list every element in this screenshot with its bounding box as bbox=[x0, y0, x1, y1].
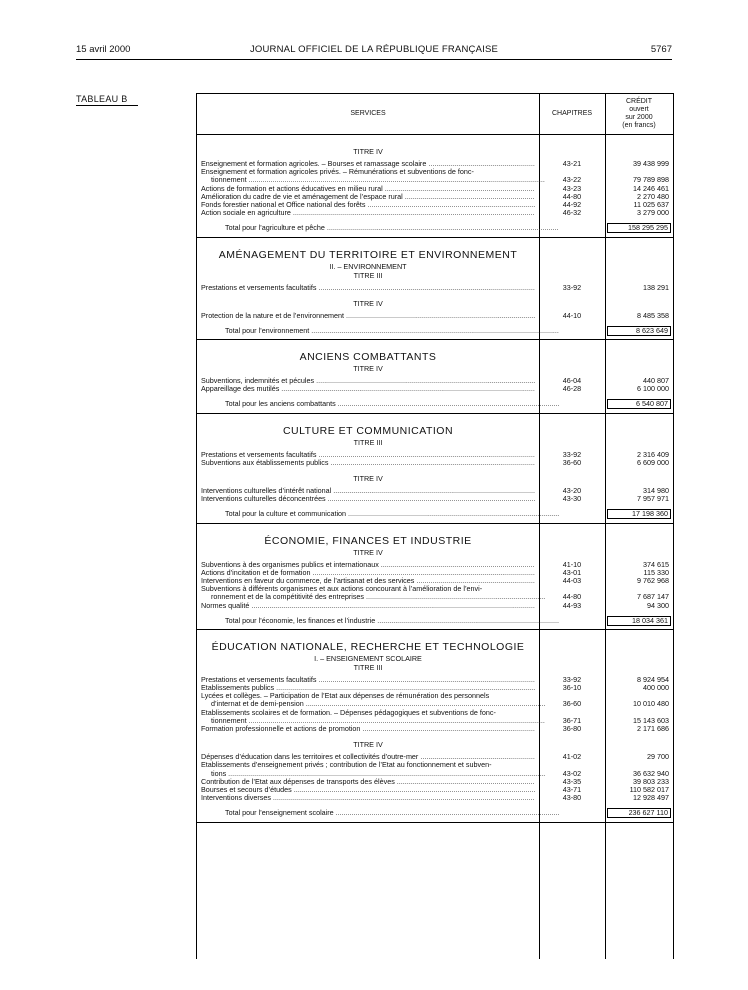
row-amount: 440 807 bbox=[643, 376, 669, 386]
row-label: Action sociale en agriculture ..... bbox=[201, 209, 535, 217]
credit-line: sur 2000 bbox=[625, 114, 653, 121]
row-amount: 115 330 bbox=[643, 567, 669, 577]
total-amount: 236 627 110 bbox=[607, 808, 671, 818]
table-row bbox=[197, 684, 673, 692]
table-row bbox=[197, 459, 673, 467]
titre-heading: TITRE IV bbox=[353, 364, 383, 374]
table-body bbox=[197, 147, 673, 826]
row-amount: 400 000 bbox=[643, 683, 669, 693]
row-label: tions ..... bbox=[211, 770, 545, 778]
row-label: Subventions, indemnités et pécules ..... bbox=[201, 377, 535, 385]
row-chapitre: 41-10 bbox=[562, 559, 582, 569]
header-date: 15 avril 2000 bbox=[76, 44, 131, 55]
row-amount: 2 171 686 bbox=[637, 724, 669, 733]
table-row bbox=[197, 794, 673, 802]
row-amount: 110 582 017 bbox=[629, 784, 669, 794]
row-chapitre: 33-92 bbox=[562, 449, 582, 459]
row-label: Interventions en faveur du commerce, de l’artisanat et des services ..... bbox=[201, 577, 535, 585]
column-header-chapitres: CHAPITRES bbox=[551, 110, 593, 117]
row-amount: 14 246 461 bbox=[633, 183, 669, 193]
row-label: tionnement ..... bbox=[211, 176, 545, 184]
spacer bbox=[197, 802, 673, 809]
header-rule bbox=[76, 59, 672, 60]
table-row bbox=[197, 487, 673, 495]
table-row bbox=[197, 185, 673, 193]
table-row bbox=[197, 201, 673, 209]
spacer bbox=[197, 320, 673, 327]
row-chapitre: 36-71 bbox=[562, 715, 582, 725]
table-row bbox=[197, 585, 673, 593]
row-label: Etablissements d’enseignement privés ; contribution de l’Etat au fonctionnement et subven- bbox=[201, 761, 492, 770]
table-row bbox=[197, 377, 673, 385]
table-row bbox=[197, 168, 673, 176]
spacer bbox=[197, 343, 673, 350]
total-row bbox=[197, 510, 673, 518]
total-label: Total pour l’économie, les finances et l’industrie ..... bbox=[225, 617, 559, 625]
table-row bbox=[197, 761, 673, 769]
table-row bbox=[197, 176, 673, 184]
table-row bbox=[197, 569, 673, 577]
row-label: Prestations et versements facultatifs ..... bbox=[201, 284, 535, 292]
spacer bbox=[197, 467, 673, 474]
row-label: tionnement ..... bbox=[211, 717, 545, 725]
row-chapitre: 44-93 bbox=[562, 600, 582, 610]
section-title: ANCIENS COMBATTANTS bbox=[299, 351, 437, 364]
total-amount: 18 034 361 bbox=[607, 616, 671, 626]
row-chapitre: 36-60 bbox=[562, 699, 582, 709]
titre-heading: TITRE IV bbox=[353, 147, 383, 156]
titre-heading: TITRE IV bbox=[353, 298, 383, 308]
row-amount: 79 789 898 bbox=[633, 175, 669, 185]
spacer bbox=[197, 417, 673, 424]
table-row bbox=[197, 717, 673, 725]
spacer bbox=[197, 633, 673, 640]
spacer bbox=[197, 503, 673, 510]
spacer bbox=[197, 241, 673, 248]
row-amount: 6 609 000 bbox=[637, 457, 669, 467]
titre-heading: TITRE III bbox=[353, 437, 383, 447]
section-rule bbox=[197, 629, 673, 630]
row-chapitre: 44-80 bbox=[562, 191, 582, 201]
row-label: Protection de la nature et de l’environnement ..... bbox=[201, 312, 535, 320]
table-row bbox=[197, 692, 673, 700]
row-amount: 138 291 bbox=[643, 282, 669, 292]
row-amount: 374 615 bbox=[643, 559, 669, 569]
table-row bbox=[197, 709, 673, 717]
section-title: CULTURE ET COMMUNICATION bbox=[282, 424, 454, 437]
row-chapitre: 44-03 bbox=[562, 575, 582, 585]
page-header bbox=[76, 44, 672, 56]
row-chapitre: 43-20 bbox=[562, 486, 582, 495]
row-chapitre: 43-02 bbox=[562, 768, 582, 778]
table-row bbox=[197, 725, 673, 733]
row-chapitre: 43-01 bbox=[562, 567, 582, 577]
table-row bbox=[197, 385, 673, 393]
spacer bbox=[197, 733, 673, 740]
spacer bbox=[197, 292, 673, 299]
row-chapitre: 43-23 bbox=[562, 183, 582, 193]
row-amount: 11 025 637 bbox=[633, 199, 669, 209]
row-amount: 36 632 940 bbox=[633, 768, 669, 778]
table-row bbox=[197, 193, 673, 201]
total-label: Total pour l’environnement ..... bbox=[225, 327, 559, 335]
row-chapitre: 43-80 bbox=[562, 793, 582, 803]
row-label: Fonds forestier national et Office national des forêts ..... bbox=[201, 201, 535, 209]
row-label: Interventions culturelles déconcentrées ..... bbox=[201, 495, 535, 503]
table-row bbox=[197, 160, 673, 168]
titre-heading: TITRE IV bbox=[353, 474, 383, 483]
titre-heading: TITRE III bbox=[353, 270, 383, 280]
row-chapitre: 46-28 bbox=[562, 384, 582, 394]
row-label: Interventions culturelles d’intérêt national ..... bbox=[201, 487, 535, 495]
total-amount: 6 540 807 bbox=[607, 399, 671, 409]
total-label: Total pour l’enseignement scolaire ..... bbox=[225, 809, 559, 817]
row-label: Bourses et secours d’études ..... bbox=[201, 786, 535, 794]
row-chapitre: 33-92 bbox=[562, 282, 582, 292]
table-row bbox=[197, 451, 673, 459]
table-row bbox=[197, 786, 673, 794]
column-header-services: SERVICES bbox=[350, 110, 386, 117]
section-subtitle: I. – ENSEIGNEMENT SCOLAIRE bbox=[314, 653, 422, 663]
table-row bbox=[197, 602, 673, 610]
row-amount: 8 485 358 bbox=[637, 310, 669, 320]
spacer bbox=[197, 393, 673, 400]
row-label: Etablissements publics ..... bbox=[201, 684, 535, 692]
row-label: Formation professionnelle et actions de promotion ..... bbox=[201, 725, 535, 733]
column-header-credit bbox=[605, 98, 673, 130]
table-row bbox=[197, 284, 673, 292]
total-amount: 17 198 360 bbox=[607, 509, 671, 519]
row-chapitre: 43-30 bbox=[562, 494, 582, 504]
row-chapitre: 43-71 bbox=[562, 784, 582, 794]
credit-line: (en francs) bbox=[622, 122, 656, 129]
section-rule bbox=[197, 822, 673, 823]
section-title: ÉCONOMIE, FINANCES ET INDUSTRIE bbox=[264, 534, 472, 547]
total-row bbox=[197, 224, 673, 232]
row-chapitre: 43-21 bbox=[562, 159, 582, 168]
row-label: Interventions diverses ..... bbox=[201, 794, 535, 802]
section-rule bbox=[197, 339, 673, 340]
table-row bbox=[197, 577, 673, 585]
row-label: Normes qualité ..... bbox=[201, 602, 535, 610]
row-amount: 94 300 bbox=[647, 600, 669, 610]
total-label: Total pour les anciens combattants ..... bbox=[225, 400, 559, 408]
row-label: Appareillage des mutilés ..... bbox=[201, 385, 535, 393]
table-row bbox=[197, 676, 673, 684]
row-label: Actions de formation et actions éducatives en milieu rural ..... bbox=[201, 185, 535, 193]
total-row bbox=[197, 617, 673, 625]
row-amount: 2 316 409 bbox=[637, 449, 669, 459]
row-label: Actions d’incitation et de formation ..... bbox=[201, 569, 535, 577]
row-label: Prestations et versements facultatifs ..... bbox=[201, 676, 535, 684]
row-chapitre: 43-22 bbox=[562, 175, 582, 185]
total-amount: 158 295 295 bbox=[607, 223, 671, 233]
row-amount: 3 279 000 bbox=[637, 208, 669, 218]
budget-table bbox=[196, 93, 674, 959]
row-amount: 10 010 480 bbox=[633, 699, 669, 709]
header-journal-title: JOURNAL OFFICIEL DE LA RÉPUBLIQUE FRANÇAISE bbox=[249, 44, 499, 55]
row-chapitre: 46-04 bbox=[562, 376, 582, 386]
credit-line: CRÉDIT bbox=[625, 98, 653, 105]
row-amount: 314 980 bbox=[643, 486, 669, 495]
titre-heading: TITRE IV bbox=[353, 740, 383, 750]
total-row bbox=[197, 809, 673, 817]
row-label: Enseignement et formation agricoles privés. – Rémunérations et subventions de fonc- bbox=[201, 168, 474, 177]
table-row bbox=[197, 753, 673, 761]
section-title: AMÉNAGEMENT DU TERRITOIRE ET ENVIRONNEMENT bbox=[218, 248, 518, 261]
row-amount: 39 438 999 bbox=[633, 159, 669, 168]
section-rule bbox=[197, 413, 673, 414]
row-amount: 8 924 954 bbox=[637, 674, 669, 684]
total-label: Total pour la culture et communication ..... bbox=[225, 510, 559, 518]
table-header bbox=[197, 94, 673, 135]
row-amount: 7 957 971 bbox=[637, 494, 669, 504]
row-amount: 12 928 497 bbox=[633, 793, 669, 803]
row-chapitre: 44-80 bbox=[562, 592, 582, 602]
row-chapitre: 44-92 bbox=[562, 199, 582, 209]
titre-heading: TITRE IV bbox=[353, 547, 383, 557]
row-amount: 2 270 480 bbox=[637, 191, 669, 201]
table-row bbox=[197, 209, 673, 217]
titre-heading: TITRE III bbox=[353, 662, 383, 672]
section-subtitle: II. – ENVIRONNEMENT bbox=[329, 261, 407, 271]
row-chapitre: 36-10 bbox=[562, 683, 582, 693]
row-label: Amélioration du cadre de vie et aménagement de l’espace rural ..... bbox=[201, 193, 535, 201]
row-chapitre: 41-02 bbox=[562, 752, 582, 762]
row-chapitre: 36-60 bbox=[562, 457, 582, 467]
section-rule bbox=[197, 523, 673, 524]
row-amount: 15 143 603 bbox=[633, 715, 669, 725]
section-title: ÉDUCATION NATIONALE, RECHERCHE ET TECHNOLOGIE bbox=[211, 640, 525, 653]
row-amount: 7 687 147 bbox=[637, 592, 669, 602]
table-row bbox=[197, 778, 673, 786]
spacer bbox=[197, 610, 673, 617]
row-amount: 29 700 bbox=[647, 752, 669, 762]
row-label: Contribution de l’Etat aux dépenses de transports des élèves ..... bbox=[201, 778, 535, 786]
row-label: Enseignement et formation agricoles. – Bourses et ramassage scolaire ..... bbox=[201, 160, 535, 168]
row-label: Subventions à différents organismes et aux actions concourant à l’amélioration de l’envi- bbox=[201, 585, 483, 594]
table-row bbox=[197, 770, 673, 778]
table-row bbox=[197, 700, 673, 708]
row-amount: 9 762 968 bbox=[637, 575, 669, 585]
row-label: ronnement et de la compétitivité des entreprises ..... bbox=[211, 593, 545, 601]
row-chapitre: 36-80 bbox=[562, 724, 582, 733]
row-label: Dépenses d’éducation dans les territoires et collectivités d’outre-mer ..... bbox=[201, 753, 535, 761]
table-row bbox=[197, 561, 673, 569]
header-page-number: 5767 bbox=[650, 44, 672, 55]
row-amount: 39 803 233 bbox=[633, 776, 669, 786]
row-label: Lycées et collèges. – Participation de l’Etat aux dépenses de rémunération des personnels bbox=[201, 692, 490, 701]
row-label: Subventions aux établissements publics ..... bbox=[201, 459, 535, 467]
row-chapitre: 43-35 bbox=[562, 776, 582, 786]
spacer bbox=[197, 527, 673, 534]
spacer bbox=[197, 217, 673, 224]
total-row bbox=[197, 327, 673, 335]
row-amount: 6 100 000 bbox=[637, 384, 669, 394]
credit-line: ouvert bbox=[629, 106, 649, 113]
table-row bbox=[197, 495, 673, 503]
table-row bbox=[197, 312, 673, 320]
total-row bbox=[197, 400, 673, 408]
row-chapitre: 33-92 bbox=[562, 674, 582, 684]
row-label: d’internat et de demi-pension ..... bbox=[211, 700, 545, 708]
total-label: Total pour l’agriculture et pêche ..... bbox=[225, 224, 559, 232]
row-label: Etablissements scolaires et de formation. – Dépenses pédagogiques et subventions de fonc- bbox=[201, 708, 496, 717]
row-label: Subventions à des organismes publics et internationaux ..... bbox=[201, 561, 535, 569]
tableau-label: TABLEAU B bbox=[76, 94, 138, 106]
row-chapitre: 44-10 bbox=[562, 310, 582, 320]
row-chapitre: 46-32 bbox=[562, 208, 582, 218]
table-row bbox=[197, 593, 673, 601]
row-label: Prestations et versements facultatifs ..... bbox=[201, 451, 535, 459]
total-amount: 8 623 649 bbox=[607, 326, 671, 336]
section-rule bbox=[197, 237, 673, 238]
